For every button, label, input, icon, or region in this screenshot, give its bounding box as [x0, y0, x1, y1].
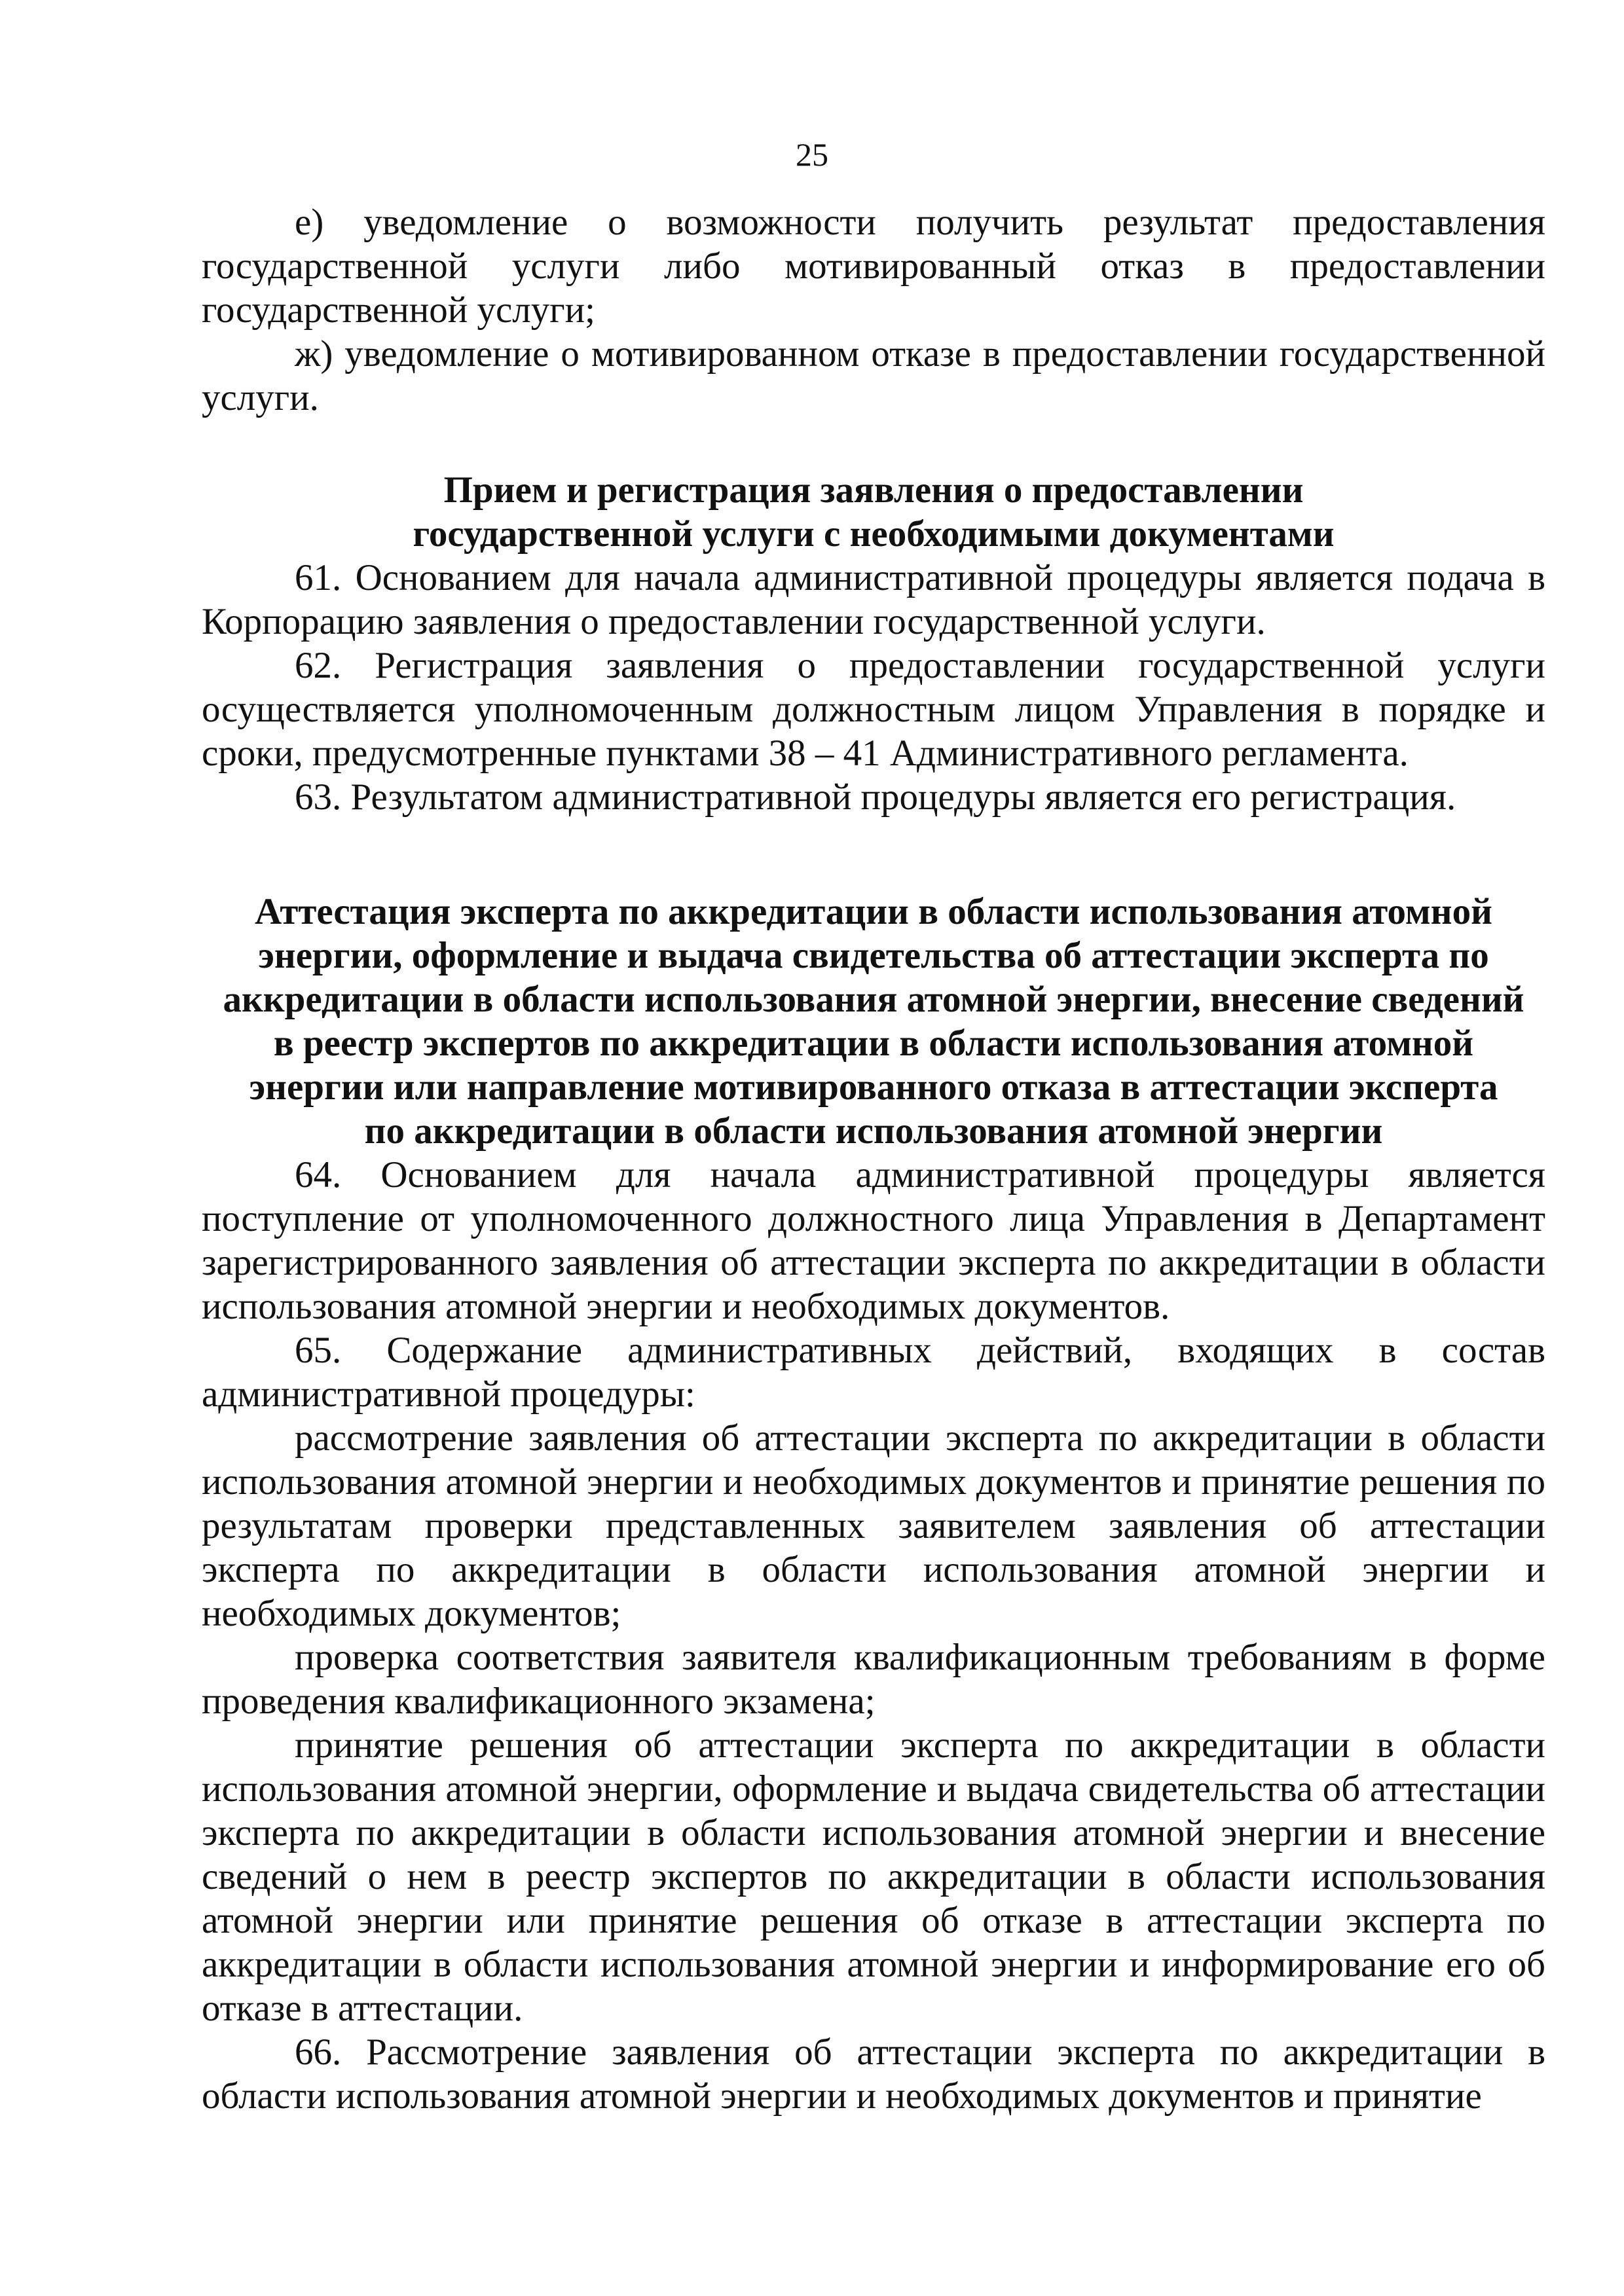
- paragraph-62: 62. Регистрация заявления о предоставлении государственной услуги осуществляется уполномоченным должностным лицом Управления в порядке и сроки, предусмотренные пунктами 38 – 41 Административного регламента.: [202, 645, 1545, 774]
- section-heading-line: аккредитации в области использования атомной энергии, внесение сведений: [223, 979, 1524, 1020]
- paragraph-65-item-decision: принятие решения об аттестации эксперта по аккредитации в области использования атомной энергии, оформление и выдача свидетельства об аттестации эксперта по аккредитации в области использования атомной энергии и внесение сведений о нем в реестр экспертов по аккредитации в области использования атомной энергии или принятие решения об отказе в аттестации эксперта по аккредитации в области использования атомной энергии и информирование его об отказе в аттестации.: [202, 1724, 1545, 2029]
- paragraph-66: 66. Рассмотрение заявления об аттестации эксперта по аккредитации в области использования атомной энергии и необходимых документов и принятие: [202, 2032, 1545, 2117]
- section-heading-line: энергии или направление мотивированного отказа в аттестации эксперта: [249, 1066, 1498, 1108]
- section-heading-line: по аккредитации в области использования атомной энергии: [364, 1110, 1383, 1152]
- paragraph-65-item-review: рассмотрение заявления об аттестации эксперта по аккредитации в области использования атомной энергии и необходимых документов и принятие решения по результатам проверки представленных заявителем заявления об аттестации эксперта по аккредитации в области использования атомной энергии и необходимых документов;: [202, 1417, 1545, 1634]
- section-heading-line: Аттестация эксперта по аккредитации в области использования атомной: [255, 891, 1492, 932]
- paragraph-64: 64. Основанием для начала административной процедуры является поступление от уполномоченного должностного лица Управления в Департамент зарегистрированного заявления об аттестации эксперта по аккредитации в области использования атомной энергии и необходимых документов.: [202, 1154, 1545, 1327]
- paragraph-e: е) уведомление о возможности получить результат предоставления государственной услуги либо мотивированный отказ в предоставлении государственной услуги;: [202, 202, 1545, 331]
- document-body: [202, 200, 1545, 2118]
- paragraph-63: 63. Результатом административной процедуры является его регистрация.: [295, 776, 1456, 818]
- section-heading-line: Прием и регистрация заявления о предоставлении: [443, 469, 1304, 511]
- page-number: 25: [796, 136, 828, 173]
- section-heading-line: энергии, оформление и выдача свидетельства об аттестации эксперта по: [258, 935, 1489, 976]
- paragraph-61: 61. Основанием для начала административной процедуры является подача в Корпорацию заявления о предоставлении государственной услуги.: [202, 557, 1545, 642]
- paragraph-65-item-exam: проверка соответствия заявителя квалификационным требованиям в форме проведения квалификационного экзамена;: [202, 1637, 1545, 1722]
- section-heading-line: в реестр экспертов по аккредитации в области использования атомной: [273, 1023, 1474, 1064]
- section-heading-attestation: [202, 890, 1545, 1153]
- spacer: [202, 420, 1545, 468]
- paragraph-65: 65. Содержание административных действий, входящих в состав административной процедуры:: [202, 1330, 1545, 1415]
- paragraph-zh: ж) уведомление о мотивированном отказе в предоставлении государственной услуги.: [202, 333, 1545, 418]
- spacer: [202, 819, 1545, 890]
- section-heading-reception: [202, 468, 1545, 556]
- section-heading-line: государственной услуги с необходимыми документами: [413, 513, 1335, 555]
